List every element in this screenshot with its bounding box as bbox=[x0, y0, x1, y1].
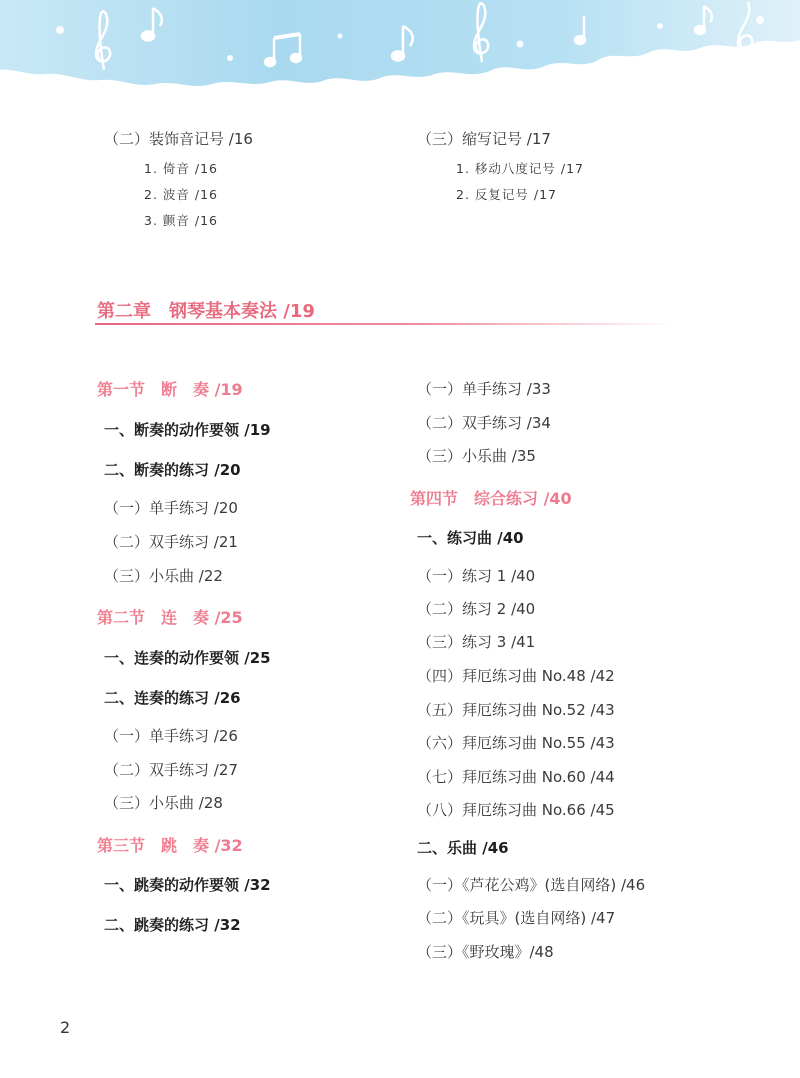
toc-entry: （二）《玩具》(选自网络) /47 bbox=[417, 909, 616, 927]
section-heading: 第四节 综合练习 /40 bbox=[410, 489, 572, 508]
toc-entry-bold: 一、断奏的动作要领 /19 bbox=[104, 421, 271, 439]
section-heading: 第二节 连 奏 /25 bbox=[97, 608, 243, 627]
toc-entry: （二）双手练习 /21 bbox=[104, 533, 238, 551]
toc-entry-bold: 一、连奏的动作要领 /25 bbox=[104, 649, 271, 667]
toc-entry: （三）小乐曲 /28 bbox=[104, 794, 223, 812]
toc-entry-bold: 二、断奏的练习 /20 bbox=[104, 461, 241, 479]
toc-item: 1. 移动八度记号 /17 bbox=[456, 161, 584, 176]
toc-entry: （三）练习 3 /41 bbox=[417, 633, 536, 651]
toc-item: 2. 反复记号 /17 bbox=[456, 187, 557, 202]
toc-item: 3. 颤音 /16 bbox=[144, 213, 218, 228]
toc-entry: （二）双手练习 /27 bbox=[104, 761, 238, 779]
toc-entry: （七）拜厄练习曲 No.60 /44 bbox=[417, 768, 615, 786]
toc-entry-bold: 二、乐曲 /46 bbox=[417, 839, 509, 857]
toc-entry: （一）单手练习 /33 bbox=[417, 380, 551, 398]
toc-entry: （五）拜厄练习曲 No.52 /43 bbox=[417, 701, 615, 719]
header-banner bbox=[0, 0, 800, 95]
toc-entry: （二）练习 2 /40 bbox=[417, 600, 536, 618]
toc-entry: （三）小乐曲 /35 bbox=[417, 447, 536, 465]
toc-subheading: （二）装饰音记号 /16 bbox=[104, 130, 253, 148]
toc-item: 1. 倚音 /16 bbox=[144, 161, 218, 176]
page-number: 2 bbox=[60, 1018, 71, 1037]
section-heading: 第三节 跳 奏 /32 bbox=[97, 836, 243, 855]
toc-entry: （一）单手练习 /26 bbox=[104, 727, 238, 745]
toc-entry: （一）练习 1 /40 bbox=[417, 567, 536, 585]
toc-entry: （三）《野玫瑰》/48 bbox=[417, 943, 554, 961]
toc-entry-bold: 二、连奏的练习 /26 bbox=[104, 689, 241, 707]
toc-entry: （一）单手练习 /20 bbox=[104, 499, 238, 517]
toc-subheading: （三）缩写记号 /17 bbox=[417, 130, 551, 148]
toc-item: 2. 波音 /16 bbox=[144, 187, 218, 202]
toc-entry: （六）拜厄练习曲 No.55 /43 bbox=[417, 734, 615, 752]
toc-entry-bold: 一、练习曲 /40 bbox=[417, 529, 524, 547]
toc-entry-bold: 二、跳奏的练习 /32 bbox=[104, 916, 241, 934]
toc-entry: （八）拜厄练习曲 No.66 /45 bbox=[417, 801, 615, 819]
chapter-divider bbox=[95, 323, 675, 325]
toc-entry-bold: 一、跳奏的动作要领 /32 bbox=[104, 876, 271, 894]
music-notes-banner-image bbox=[0, 0, 800, 95]
chapter-title: 第二章 钢琴基本奏法 /19 bbox=[97, 301, 315, 322]
toc-entry: （四）拜厄练习曲 No.48 /42 bbox=[417, 667, 615, 685]
toc-entry: （二）双手练习 /34 bbox=[417, 414, 551, 432]
toc-entry: （三）小乐曲 /22 bbox=[104, 567, 223, 585]
toc-entry: （一）《芦花公鸡》(选自网络) /46 bbox=[417, 876, 646, 894]
section-heading: 第一节 断 奏 /19 bbox=[97, 380, 243, 399]
